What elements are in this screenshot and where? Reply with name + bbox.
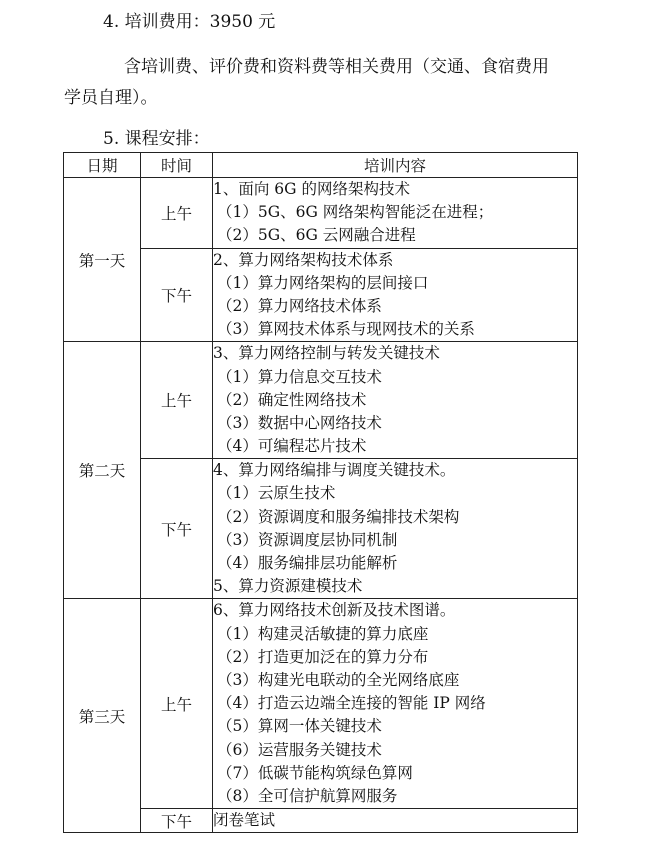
content-line: 4、算力网络编排与调度关键技术。 <box>213 461 456 480</box>
content-line: （3）算网技术体系与现网技术的关系 <box>217 320 475 339</box>
day-3-label: 第三天 <box>64 599 141 833</box>
day-2-morning-label: 上午 <box>141 342 213 459</box>
content-line: 5、算力资源建模技术 <box>213 577 363 596</box>
table-header-row <box>64 153 578 178</box>
content-line: 2、算力网络架构技术体系 <box>213 250 394 269</box>
day-2-afternoon-label: 下午 <box>141 459 213 599</box>
schedule-heading: 5. 课程安排： <box>103 129 210 149</box>
content-line: （5）算网一体关键技术 <box>217 717 382 736</box>
content-line: （2）确定性网络技术 <box>217 390 367 409</box>
content-line: （1）算力网络架构的层间接口 <box>217 273 429 292</box>
day-2-morning-content <box>213 342 578 459</box>
table-row <box>64 809 578 833</box>
content-line: （7）低碳节能构筑绿色算网 <box>217 763 413 782</box>
day-1-afternoon-content <box>213 248 578 342</box>
day-1-afternoon-label: 下午 <box>141 248 213 342</box>
content-line: （3）构建光电联动的全光网络底座 <box>217 670 460 689</box>
content-line: 1、面向 6G 的网络架构技术 <box>213 180 410 198</box>
content-line: （3）数据中心网络技术 <box>217 413 382 432</box>
content-line: 6、算力网络技术创新及技术图谱。 <box>213 601 456 620</box>
content-line: （2）5G、6G 云网融合进程 <box>217 226 416 245</box>
content-line: （4）打造云边端全连接的智能 IP 网络 <box>217 694 486 713</box>
content-line: 闭卷笔试 <box>213 811 276 830</box>
header-date: 日期 <box>64 153 141 178</box>
day-3-afternoon-label: 下午 <box>141 809 213 833</box>
content-line: （8）全可信护航算网服务 <box>217 786 398 805</box>
day-3-afternoon-content <box>213 809 578 833</box>
day-3-morning-label: 上午 <box>141 599 213 809</box>
day-1-morning-content <box>213 178 578 249</box>
content-line: （6）运营服务关键技术 <box>217 740 382 759</box>
table-row <box>64 599 578 809</box>
content-line: （1）云原生技术 <box>217 484 336 503</box>
day-3-morning-content <box>213 599 578 809</box>
content-line: （1）算力信息交互技术 <box>217 367 382 386</box>
content-line: （3）资源调度层协同机制 <box>217 530 398 549</box>
header-time: 时间 <box>141 153 213 178</box>
table-row <box>64 248 578 342</box>
content-line: （2）打造更加泛在的算力分布 <box>217 647 429 666</box>
fee-line: 4. 培训费用：3950 元 <box>103 12 276 32</box>
schedule-table <box>63 152 578 833</box>
header-content: 培训内容 <box>213 153 578 178</box>
table-row <box>64 178 578 249</box>
fee-description-line-2: 学员自理）。 <box>64 88 158 108</box>
table-row <box>64 342 578 459</box>
content-line: （1）5G、6G 网络架构智能泛在进程； <box>217 203 494 222</box>
table-row <box>64 459 578 599</box>
content-line: （1）构建灵活敏捷的算力底座 <box>217 624 429 643</box>
day-1-morning-label: 上午 <box>141 178 213 249</box>
content-line: （4）可编程芯片技术 <box>217 437 367 456</box>
content-line: 3、算力网络控制与转发关键技术 <box>213 344 440 363</box>
content-line: （4）服务编排层功能解析 <box>217 554 398 572</box>
content-line: （2）算力网络技术体系 <box>217 296 382 315</box>
day-1-label: 第一天 <box>64 178 141 342</box>
content-line: （2）资源调度和服务编排技术架构 <box>217 507 460 526</box>
day-2-afternoon-content <box>213 459 578 599</box>
fee-description-line-1: 含培训费、评价费和资料费等相关费用（交通、食宿费用 <box>124 57 549 77</box>
day-2-label: 第二天 <box>64 342 141 599</box>
